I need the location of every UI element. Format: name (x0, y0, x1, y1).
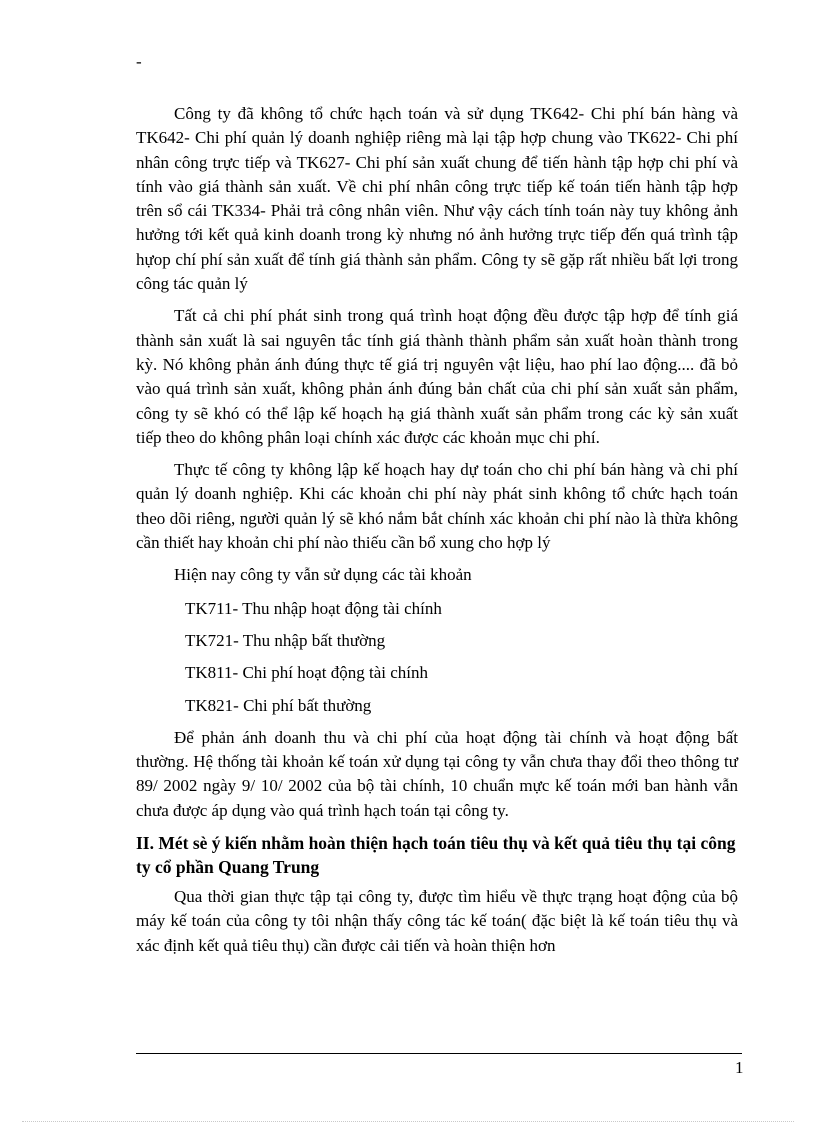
section-heading: II. Mét sè ý kiến nhằm hoàn thiện hạch toán tiêu thụ và kết quả tiêu thụ tại công ty cổ phần Quang Trung (136, 833, 736, 878)
document-body (136, 102, 738, 966)
paragraph-planning: Thực tế công ty không lập kế hoạch hay dự toán cho chi phí bán hàng và chi phí quản lý doanh nghiệp. Khi các khoản chi phí này phát sinh không tổ chức hạch toán theo dõi riêng, người quản lý sẽ khó nắm bắt chính xác khoản chi phí nào là thừa không cần thiết hay khoản chi phí nào thiếu cần bổ xung cho hợp lý (136, 460, 738, 553)
footer-divider (136, 1053, 742, 1054)
paragraph-section: Qua thời gian thực tập tại công ty, được tìm hiểu về thực trạng hoạt động của bộ máy kế toán của công ty tôi nhận thấy công tác kế toán( đặc biệt là kế toán tiêu thụ và xác định kết quả tiêu thụ) cần được cải tiến và hoàn thiện hơn (136, 887, 738, 955)
paragraph-closing: Để phản ánh doanh thu và chi phí của hoạt động tài chính và hoạt động bất thường. Hệ thống tài khoản kế toán xử dụng tại công ty vẫn chưa thay đổi theo thông tư 89/ 2002 ngày 9/ 10/ 2002 của bộ tài chính, 10 chuẩn mực kế toán mới ban hành vẫn chưa được áp dụng vào quá trình hạch toán tại công ty. (136, 727, 738, 820)
page-boundary (22, 1121, 794, 1122)
account-item: TK721- Thu nhập bất thường (185, 630, 386, 650)
paragraph-cost-aggregation: Tất cả chi phí phát sinh trong quá trình hoạt động đều được tập hợp để tính giá thành sản xuất là sai nguyên tắc tính giá thành thành phẩm sản xuất hoàn thành trong kỳ. Nó không phản ánh đúng thực tế giá trị nguyên vật liệu, hao phí lao động.... đã bỏ vào quá trình sản xuất, không phản ánh đúng bản chất của chi phí sản xuất sản phẩm, công ty sẽ khó có thể lập kế hoạch hạ giá thành xuất sản phẩm trong các kỳ sản xuất tiếp theo do không phân loại chính xác được các khoản mục chi phí. (136, 306, 738, 447)
account-item: TK711- Thu nhập hoạt động tài chính (185, 598, 442, 618)
page-number: 1 (735, 1058, 744, 1077)
paragraph-cost-accounting: Công ty đã không tổ chức hạch toán và sử dụng TK642- Chi phí bán hàng và TK642- Chi phí quản lý doanh nghiệp riêng mà lại tập hợp chung vào TK622- Chi phí nhân công trực tiếp và TK627- Chi phí sản xuất chung để tiến hành tập hợp chi phí và tính vào giá thành sản xuất. Về chi phí nhân công trực tiếp kế toán tiến hành tập hợp trên sổ cái TK334- Phải trả công nhân viên. Như vậy cách tính toán này tuy không ảnh hưởng tới kết quả kinh doanh trong kỳ nhưng nó ảnh hưởng trực tiếp đến quá trình tập hựop chí phí sản xuất để tính giá thành sản phẩm. Công ty sẽ gặp rất nhiều bất lợi trong công tác quản lý (136, 104, 738, 294)
accounts-intro: Hiện nay công ty vẫn sử dụng các tài khoản (174, 565, 472, 585)
header-mark: - (136, 52, 142, 71)
accounts-list (136, 597, 738, 718)
account-item: TK811- Chi phí hoạt động tài chính (185, 663, 429, 683)
account-item: TK821- Chi phí bất thường (185, 695, 372, 715)
